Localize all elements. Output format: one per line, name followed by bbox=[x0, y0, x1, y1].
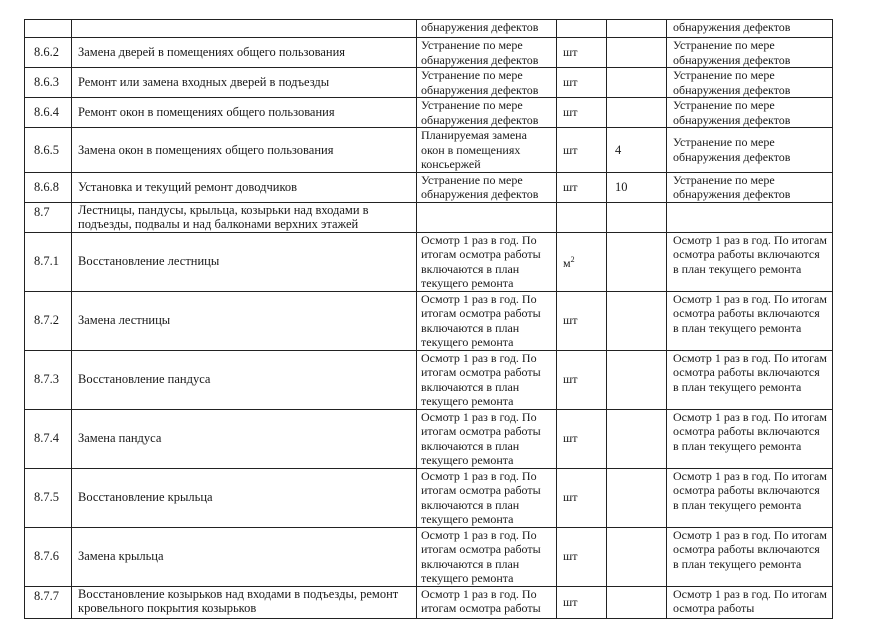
work-unit: шт bbox=[557, 527, 607, 586]
work-unit: шт bbox=[557, 38, 607, 68]
row-number: 8.6.4 bbox=[25, 98, 72, 128]
work-name: Установка и текущий ремонт доводчиков bbox=[72, 172, 417, 202]
table-row bbox=[25, 38, 833, 68]
table-row bbox=[25, 586, 833, 618]
row-number: 8.7.6 bbox=[25, 527, 72, 586]
work-unit: шт bbox=[557, 409, 607, 468]
table-row bbox=[25, 527, 833, 586]
row-number bbox=[25, 20, 72, 38]
table-row bbox=[25, 291, 833, 350]
table-row bbox=[25, 468, 833, 527]
work-note bbox=[667, 202, 833, 232]
work-quantity bbox=[607, 409, 667, 468]
work-note: Устранение по мере обнаружения дефектов bbox=[667, 98, 833, 128]
work-unit: шт bbox=[557, 291, 607, 350]
work-name: Лестницы, пандусы, крыльца, козырьки над входами в подъезды, подвалы и над балконами верхних этажей bbox=[72, 202, 417, 232]
row-number: 8.7 bbox=[25, 202, 72, 232]
work-name: Восстановление пандуса bbox=[72, 350, 417, 409]
row-number: 8.7.5 bbox=[25, 468, 72, 527]
work-name: Восстановление козырьков над входами в подъезды, ремонт кровельного покрытия козырьков bbox=[72, 586, 417, 618]
work-unit bbox=[557, 232, 607, 291]
work-name: Замена пандуса bbox=[72, 409, 417, 468]
work-period: Осмотр 1 раз в год. По итогам осмотра работы включаются в план текущего ремонта bbox=[417, 350, 557, 409]
work-name bbox=[72, 20, 417, 38]
work-unit: шт bbox=[557, 586, 607, 618]
row-number: 8.6.8 bbox=[25, 172, 72, 202]
work-period: Устранение по мере обнаружения дефектов bbox=[417, 98, 557, 128]
work-note: Осмотр 1 раз в год. По итогам осмотра работы bbox=[667, 586, 833, 618]
work-period: Осмотр 1 раз в год. По итогам осмотра работы включаются в план текущего ремонта bbox=[417, 232, 557, 291]
work-note: Устранение по мере обнаружения дефектов bbox=[667, 172, 833, 202]
work-note: Устранение по мере обнаружения дефектов bbox=[667, 128, 833, 173]
work-note: Осмотр 1 раз в год. По итогам осмотра работы включаются в план текущего ремонта bbox=[667, 291, 833, 350]
work-quantity bbox=[607, 38, 667, 68]
work-quantity: 4 bbox=[607, 128, 667, 173]
work-unit: шт bbox=[557, 68, 607, 98]
maintenance-table bbox=[24, 19, 833, 619]
work-note: Устранение по мере обнаружения дефектов bbox=[667, 68, 833, 98]
work-name: Восстановление крыльца bbox=[72, 468, 417, 527]
work-period: Осмотр 1 раз в год. По итогам осмотра работы включаются в план текущего ремонта bbox=[417, 291, 557, 350]
work-name: Ремонт окон в помещениях общего пользования bbox=[72, 98, 417, 128]
work-period: обнаружения дефектов bbox=[417, 20, 557, 38]
row-number: 8.7.3 bbox=[25, 350, 72, 409]
row-number: 8.7.7 bbox=[25, 586, 72, 618]
work-note: обнаружения дефектов bbox=[667, 20, 833, 38]
work-quantity bbox=[607, 20, 667, 38]
unit-text: м bbox=[563, 255, 571, 270]
table-row bbox=[25, 98, 833, 128]
row-number: 8.6.5 bbox=[25, 128, 72, 173]
work-note: Устранение по мере обнаружения дефектов bbox=[667, 38, 833, 68]
table-row bbox=[25, 202, 833, 232]
work-quantity bbox=[607, 98, 667, 128]
work-unit: шт bbox=[557, 468, 607, 527]
work-period: Осмотр 1 раз в год. По итогам осмотра работы bbox=[417, 586, 557, 618]
work-note: Осмотр 1 раз в год. По итогам осмотра работы включаются в план текущего ремонта bbox=[667, 232, 833, 291]
work-note: Осмотр 1 раз в год. По итогам осмотра работы включаются в план текущего ремонта bbox=[667, 468, 833, 527]
row-number: 8.7.4 bbox=[25, 409, 72, 468]
work-name: Замена лестницы bbox=[72, 291, 417, 350]
row-number: 8.6.3 bbox=[25, 68, 72, 98]
work-period bbox=[417, 202, 557, 232]
table-row bbox=[25, 232, 833, 291]
table-row bbox=[25, 409, 833, 468]
row-number: 8.6.2 bbox=[25, 38, 72, 68]
table-row bbox=[25, 350, 833, 409]
row-number: 8.7.1 bbox=[25, 232, 72, 291]
work-quantity bbox=[607, 468, 667, 527]
work-period: Устранение по мере обнаружения дефектов bbox=[417, 68, 557, 98]
row-number: 8.7.2 bbox=[25, 291, 72, 350]
work-period: Осмотр 1 раз в год. По итогам осмотра работы включаются в план текущего ремонта bbox=[417, 468, 557, 527]
work-quantity bbox=[607, 232, 667, 291]
work-period: Осмотр 1 раз в год. По итогам осмотра работы включаются в план текущего ремонта bbox=[417, 409, 557, 468]
work-unit: шт bbox=[557, 128, 607, 173]
table-row bbox=[25, 20, 833, 38]
work-name: Восстановление лестницы bbox=[72, 232, 417, 291]
work-period: Осмотр 1 раз в год. По итогам осмотра работы включаются в план текущего ремонта bbox=[417, 527, 557, 586]
work-period: Устранение по мере обнаружения дефектов bbox=[417, 172, 557, 202]
work-note: Осмотр 1 раз в год. По итогам осмотра работы включаются в план текущего ремонта bbox=[667, 409, 833, 468]
work-unit bbox=[557, 20, 607, 38]
work-unit: шт bbox=[557, 350, 607, 409]
work-quantity bbox=[607, 202, 667, 232]
table-row bbox=[25, 68, 833, 98]
work-period: Планируемая замена окон в помещениях консьержей bbox=[417, 128, 557, 173]
work-quantity bbox=[607, 291, 667, 350]
work-period: Устранение по мере обнаружения дефектов bbox=[417, 38, 557, 68]
work-name: Замена дверей в помещениях общего пользования bbox=[72, 38, 417, 68]
work-name: Ремонт или замена входных дверей в подъезды bbox=[72, 68, 417, 98]
work-note: Осмотр 1 раз в год. По итогам осмотра работы включаются в план текущего ремонта bbox=[667, 350, 833, 409]
work-unit: шт bbox=[557, 98, 607, 128]
work-unit: шт bbox=[557, 172, 607, 202]
work-quantity bbox=[607, 68, 667, 98]
work-name: Замена крыльца bbox=[72, 527, 417, 586]
table-row bbox=[25, 172, 833, 202]
work-quantity bbox=[607, 527, 667, 586]
unit-superscript: 2 bbox=[570, 254, 575, 264]
work-quantity: 10 bbox=[607, 172, 667, 202]
work-quantity bbox=[607, 586, 667, 618]
work-name: Замена окон в помещениях общего пользования bbox=[72, 128, 417, 173]
work-unit bbox=[557, 202, 607, 232]
work-note: Осмотр 1 раз в год. По итогам осмотра работы включаются в план текущего ремонта bbox=[667, 527, 833, 586]
table-row bbox=[25, 128, 833, 173]
work-quantity bbox=[607, 350, 667, 409]
